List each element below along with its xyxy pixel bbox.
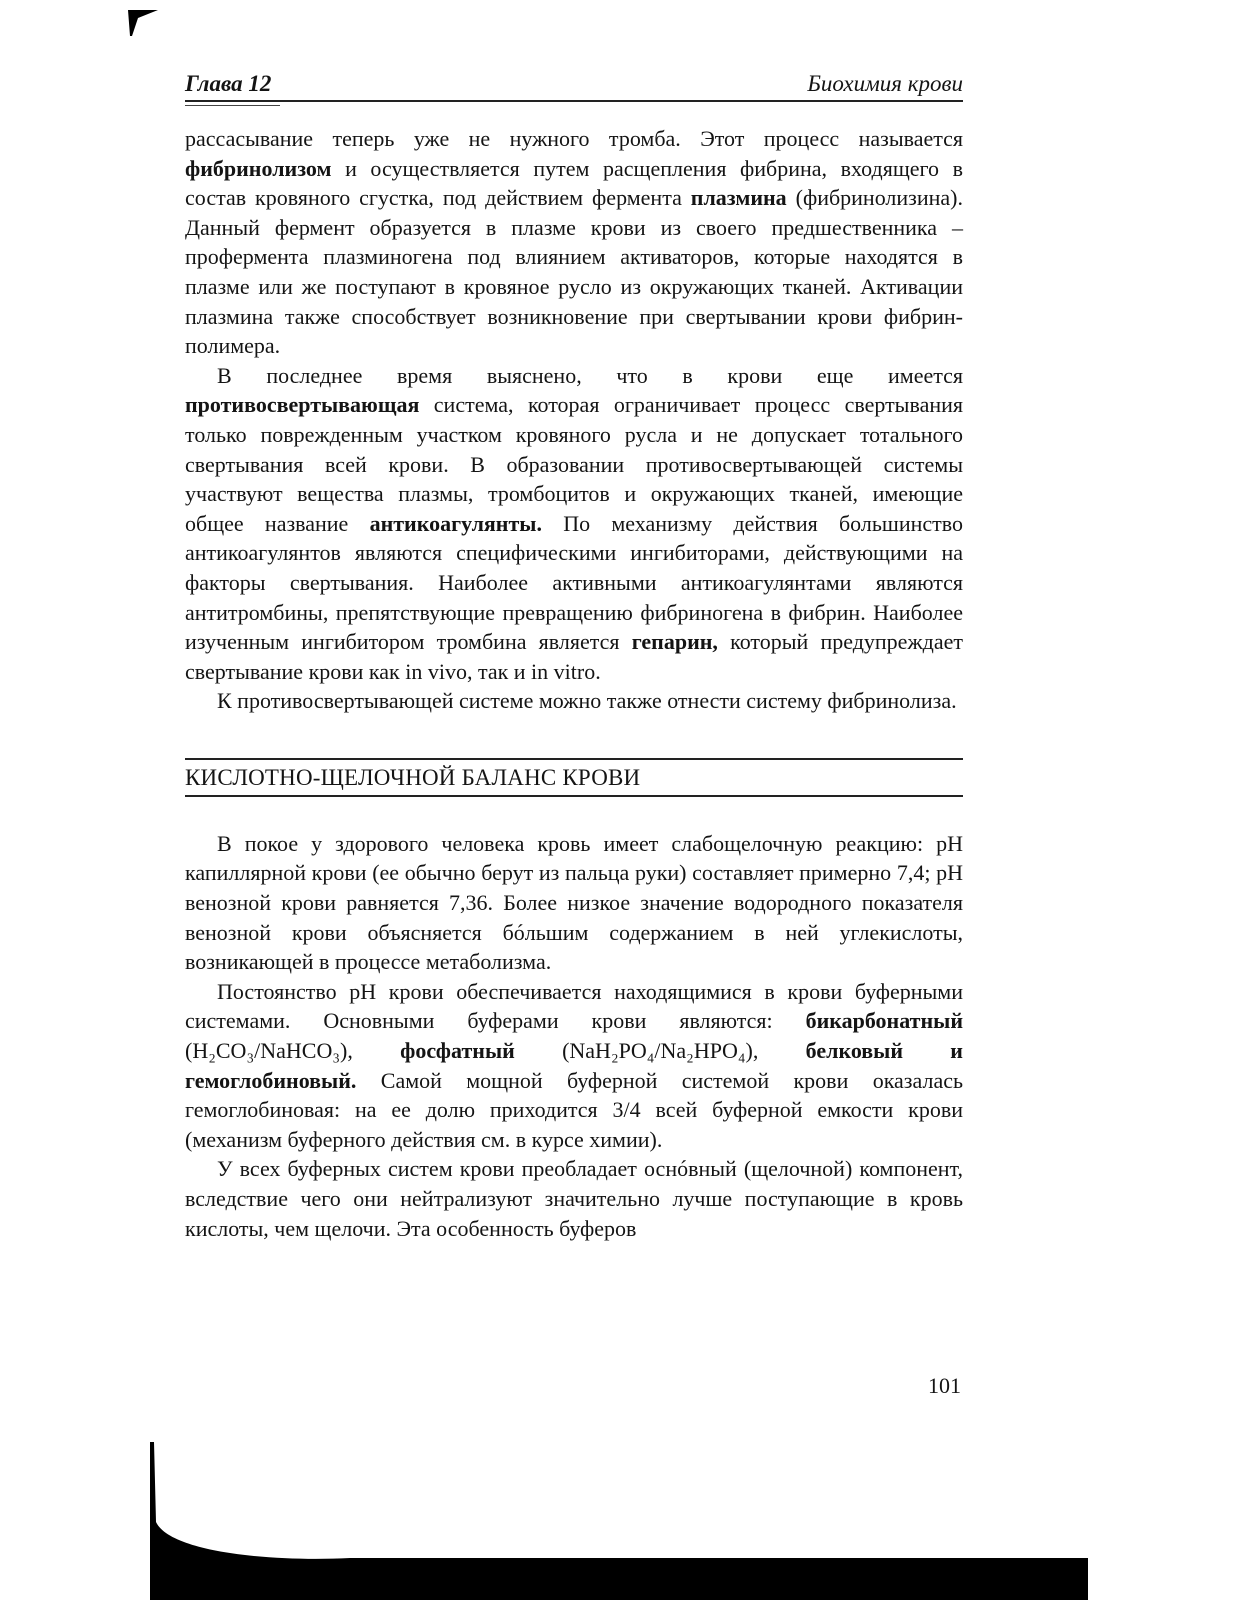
header-title: Биохимия крови bbox=[807, 71, 963, 96]
header-rule-secondary bbox=[185, 105, 280, 106]
term-heparin: гепарин, bbox=[631, 629, 718, 655]
chapter-label: Глава 12 bbox=[185, 71, 272, 96]
paragraph: К противосвертывающей системе можно также отнести систему фибринолиза. bbox=[217, 688, 957, 714]
term-protein-hemoglobin: белковый и гемоглобиновый. bbox=[185, 1038, 963, 1093]
paragraph: Постоянство pH крови обеспечивается находящимися в крови буферными системами. Основными буферами крови являются: бикарбонатный (H₂CO₃/NaHCO₃), фосфатный (NaH₂PO₄/Na₂HPO₄), белковый и гемоглобиновый. Самой мощной буферной системой крови оказалась гемоглобиновая: на ее долю приходится 3/4 всей буферной емкости крови (механизм буферного действия см. в курсе химии). bbox=[185, 978, 963, 1152]
section-heading: КИСЛОТНО-ЩЕЛОЧНОЙ БАЛАНС КРОВИ bbox=[185, 758, 963, 797]
scan-shadow-edge bbox=[150, 1442, 1088, 1600]
term-bicarbonate: бикарбонатный bbox=[805, 1008, 963, 1034]
paragraph: У всех буферных систем крови преобладает оснóвный (щелочной) компонент, вследствие чего они нейтрализуют значительно лучше поступающие в кровь кислоты, чем щелочи. Эта особенность буферов bbox=[185, 1156, 963, 1241]
scan-corner-mark bbox=[128, 10, 158, 36]
term-anticoagulants: антикоагулянты. bbox=[369, 510, 542, 536]
term-plasmin: плазмина bbox=[690, 185, 787, 211]
header-rule bbox=[185, 100, 963, 102]
term-anticoagulation-system: противосвертывающая bbox=[185, 392, 420, 418]
body-text-section bbox=[185, 829, 963, 1243]
body-text-top bbox=[185, 124, 963, 716]
paragraph: В последнее время выяснено, что в крови еще имеется противосвертывающая система, которая ограничивает процесс свертывания только поврежденным участком кровяного русла и не допускает тотального свертывания всей крови. В образовании противосвертывающей системы участвуют вещества плазмы, тромбоцитов и окружающих тканей, имеющие общее название антикоагулянты. По механизму действия большинство антикоагулянтов являются специфическими ингибиторами, действующими на факторы свертывания. Наиболее активными антикоагулянтами являются антитромбины, препятствующие превращению фибриногена в фибрин. Наиболее изученным ингибитором тромбина является гепарин, который предупреждает свертывание крови как in vivo, так и in vitro. bbox=[185, 362, 963, 684]
paragraph: В покое у здорового человека кровь имеет слабощелочную реакцию: pH капиллярной крови (ее обычно берут из пальца руки) составляет примерно 7,4; pH венозной крови равняется 7,36. Более низкое значение водородного показателя венозной крови объясняется бóльшим содержанием в ней углекислоты, возникающей в процессе метаболизма. bbox=[185, 830, 963, 975]
term-fibrinolysis: фибринолизом bbox=[185, 155, 332, 181]
book-page bbox=[185, 70, 963, 1243]
term-phosphate: фосфатный bbox=[400, 1038, 515, 1064]
running-header bbox=[185, 70, 963, 98]
page-number: 101 bbox=[928, 1373, 961, 1398]
paragraph: рассасывание теперь уже не нужного тромба. Этот процесс называется фибринолизом и осуществляется путем расщепления фибрина, входящего в состав кровяного сгустка, под действием фермента плазмина (фибринолизина). Данный фермент образуется в плазме крови из своего предшественника – профермента плазминогена под влиянием активаторов, которые находятся в плазме или же поступают в кровяное русло из окружающих тканей. Активации плазмина также способствует возникновение при свертывании крови фибрин-полимера. bbox=[185, 126, 963, 359]
